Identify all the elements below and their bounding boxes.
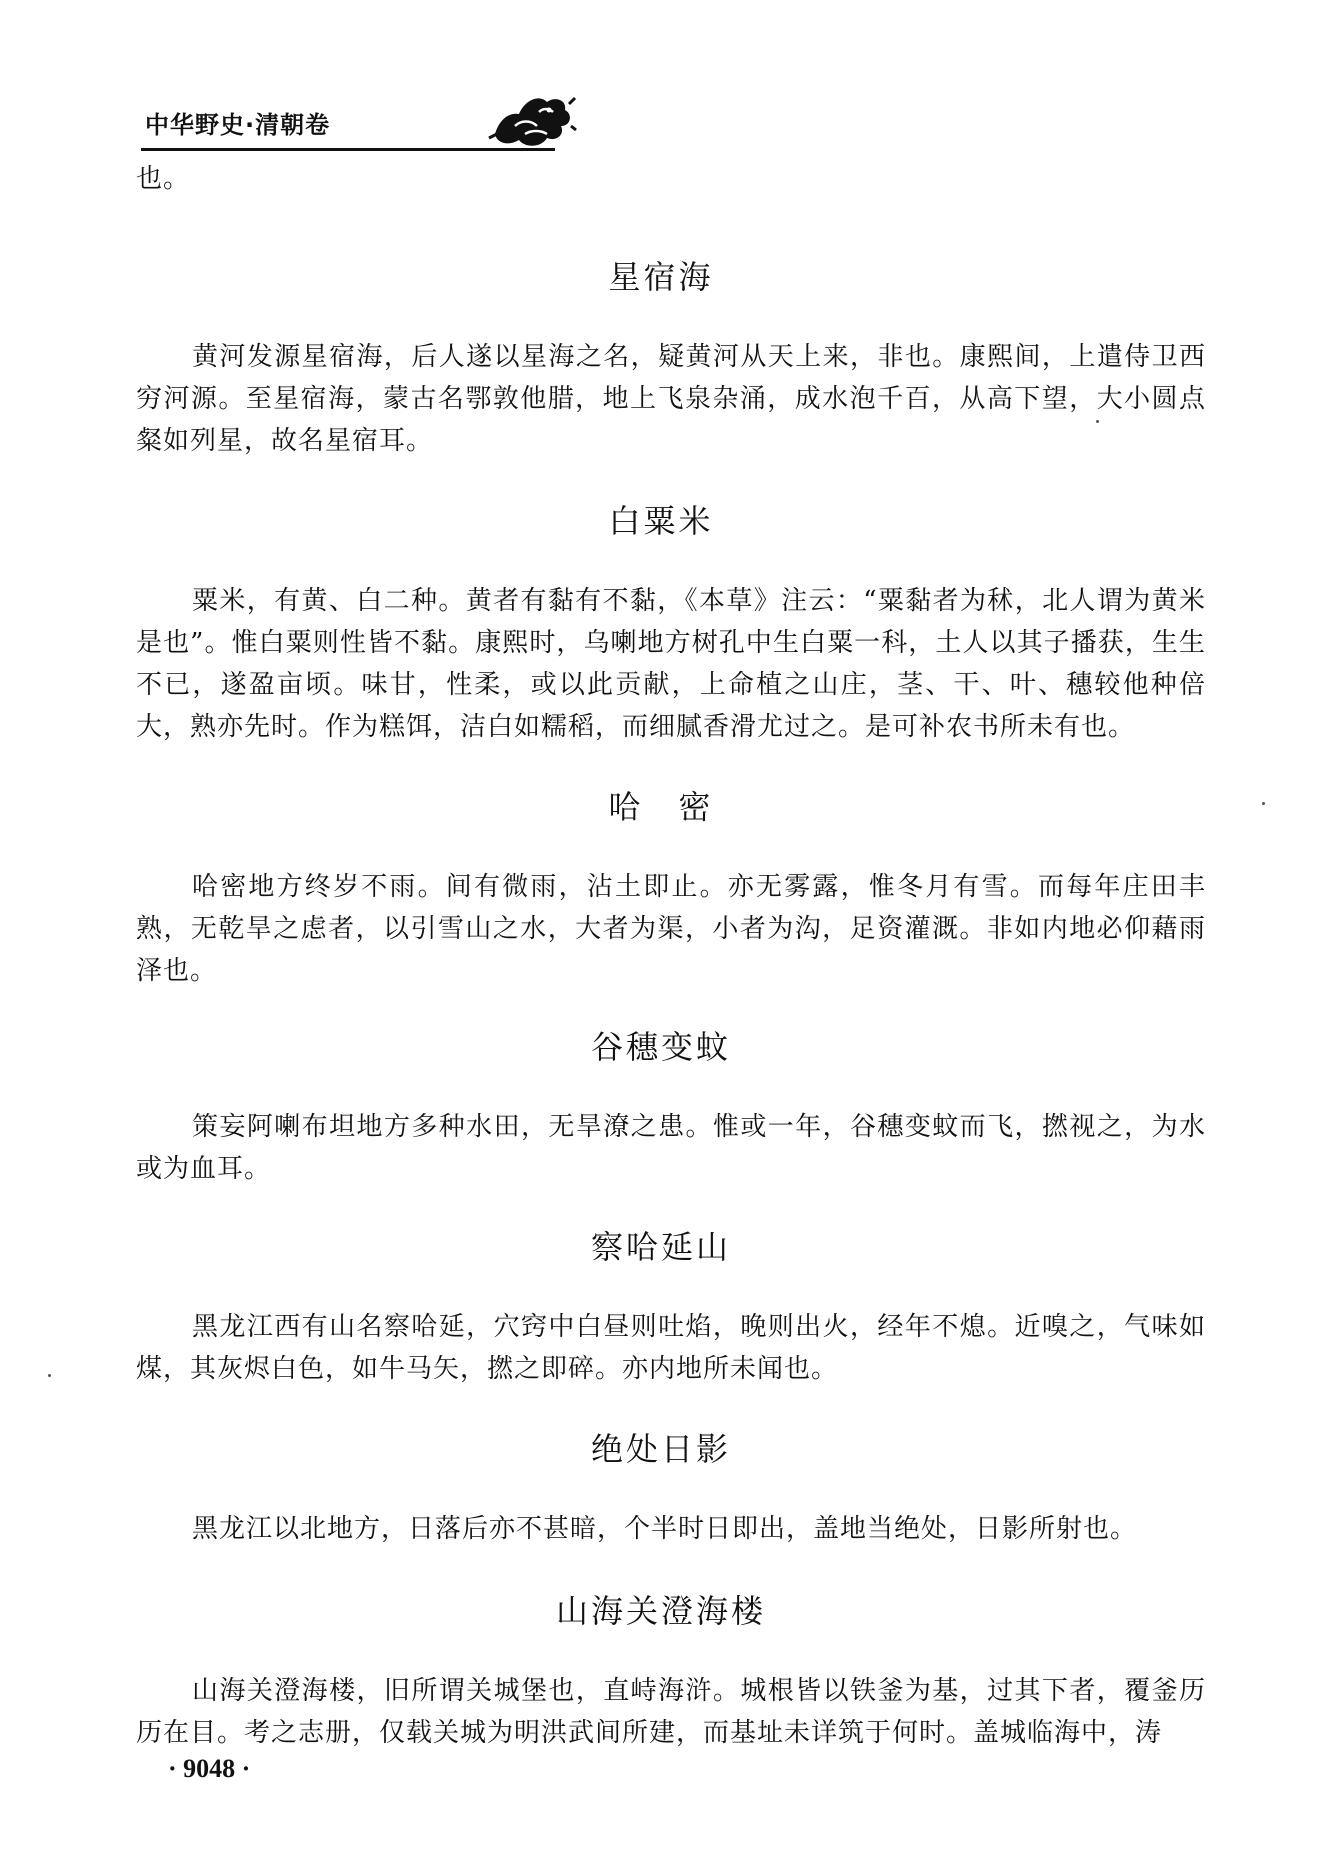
section-title: 山海关澄海楼 (555, 1592, 766, 1630)
scan-speck (1096, 420, 1099, 423)
section-body: 山海关澄海楼，旧所谓关城堡也，直峙海浒。城根皆以铁釜为基，过其下者，覆釜历历在目。考之志册，仅载关城为明洪武间所建，而基址未详筑于何时。盖城临海中，涛 (136, 1676, 1206, 1748)
page-number: · 9048 · (168, 1754, 251, 1783)
section-title: 绝处日影 (590, 1430, 731, 1468)
continued-text: 也。 (136, 164, 191, 194)
section-body: 策妄阿喇布坦地方多种水田，无旱潦之患。惟或一年，谷穗变蚊而飞，撚视之，为水或为血耳。 (136, 1112, 1206, 1184)
section-title: 星宿海 (608, 258, 714, 296)
section-body: 黑龙江以北地方，日落后亦不甚暗，个半时日即出，盖地当绝处，日影所射也。 (192, 1514, 1138, 1544)
section-title: 谷穗变蚊 (590, 1028, 731, 1066)
running-header (141, 96, 1235, 154)
header-rule (141, 148, 555, 151)
dragon-emblem-icon (485, 90, 577, 152)
section-title: 哈 密 (608, 788, 714, 826)
section-title: 白粟米 (608, 502, 714, 540)
section-body: 黑龙江西有山名察哈延，穴窍中白昼则吐焰，晚则出火，经年不熄。近嗅之，气味如煤，其灰烬白色，如牛马矢，撚之即碎。亦内地所未闻也。 (136, 1312, 1206, 1384)
section-body: 哈密地方终岁不雨。间有微雨，沾土即止。亦无雾露，惟冬月有雪。而每年庄田丰熟，无乾旱之虑者，以引雪山之水，大者为渠，小者为沟，足资灌溉。非如内地必仰藉雨泽也。 (136, 872, 1206, 986)
book-title: 中华野史·清朝卷 (145, 111, 331, 139)
scan-speck (1262, 802, 1265, 805)
section-title: 察哈延山 (590, 1228, 731, 1266)
scan-speck (48, 1374, 51, 1377)
section-body: 粟米，有黄、白二种。黄者有黏有不黏，《本草》注云：“粟黏者为秫，北人谓为黄米是也”。惟白粟则性皆不黏。康熙时，乌喇地方树孔中生白粟一科，土人以其子播获，生生不已，遂盈亩顷。味甘，性柔，或以此贡献，上命植之山庄，茎、干、叶、穗较他种倍大，熟亦先时。作为糕饵，洁白如糯稻，而细腻香滑尤过之。是可补农书所未有也。 (136, 586, 1206, 742)
section-body: 黄河发源星宿海，后人遂以星海之名，疑黄河从天上来，非也。康熙间，上遣侍卫西穷河源。至星宿海，蒙古名鄂敦他腊，地上飞泉杂涌，成水泡千百，从高下望，大小圆点粲如列星，故名星宿耳。 (136, 342, 1206, 456)
